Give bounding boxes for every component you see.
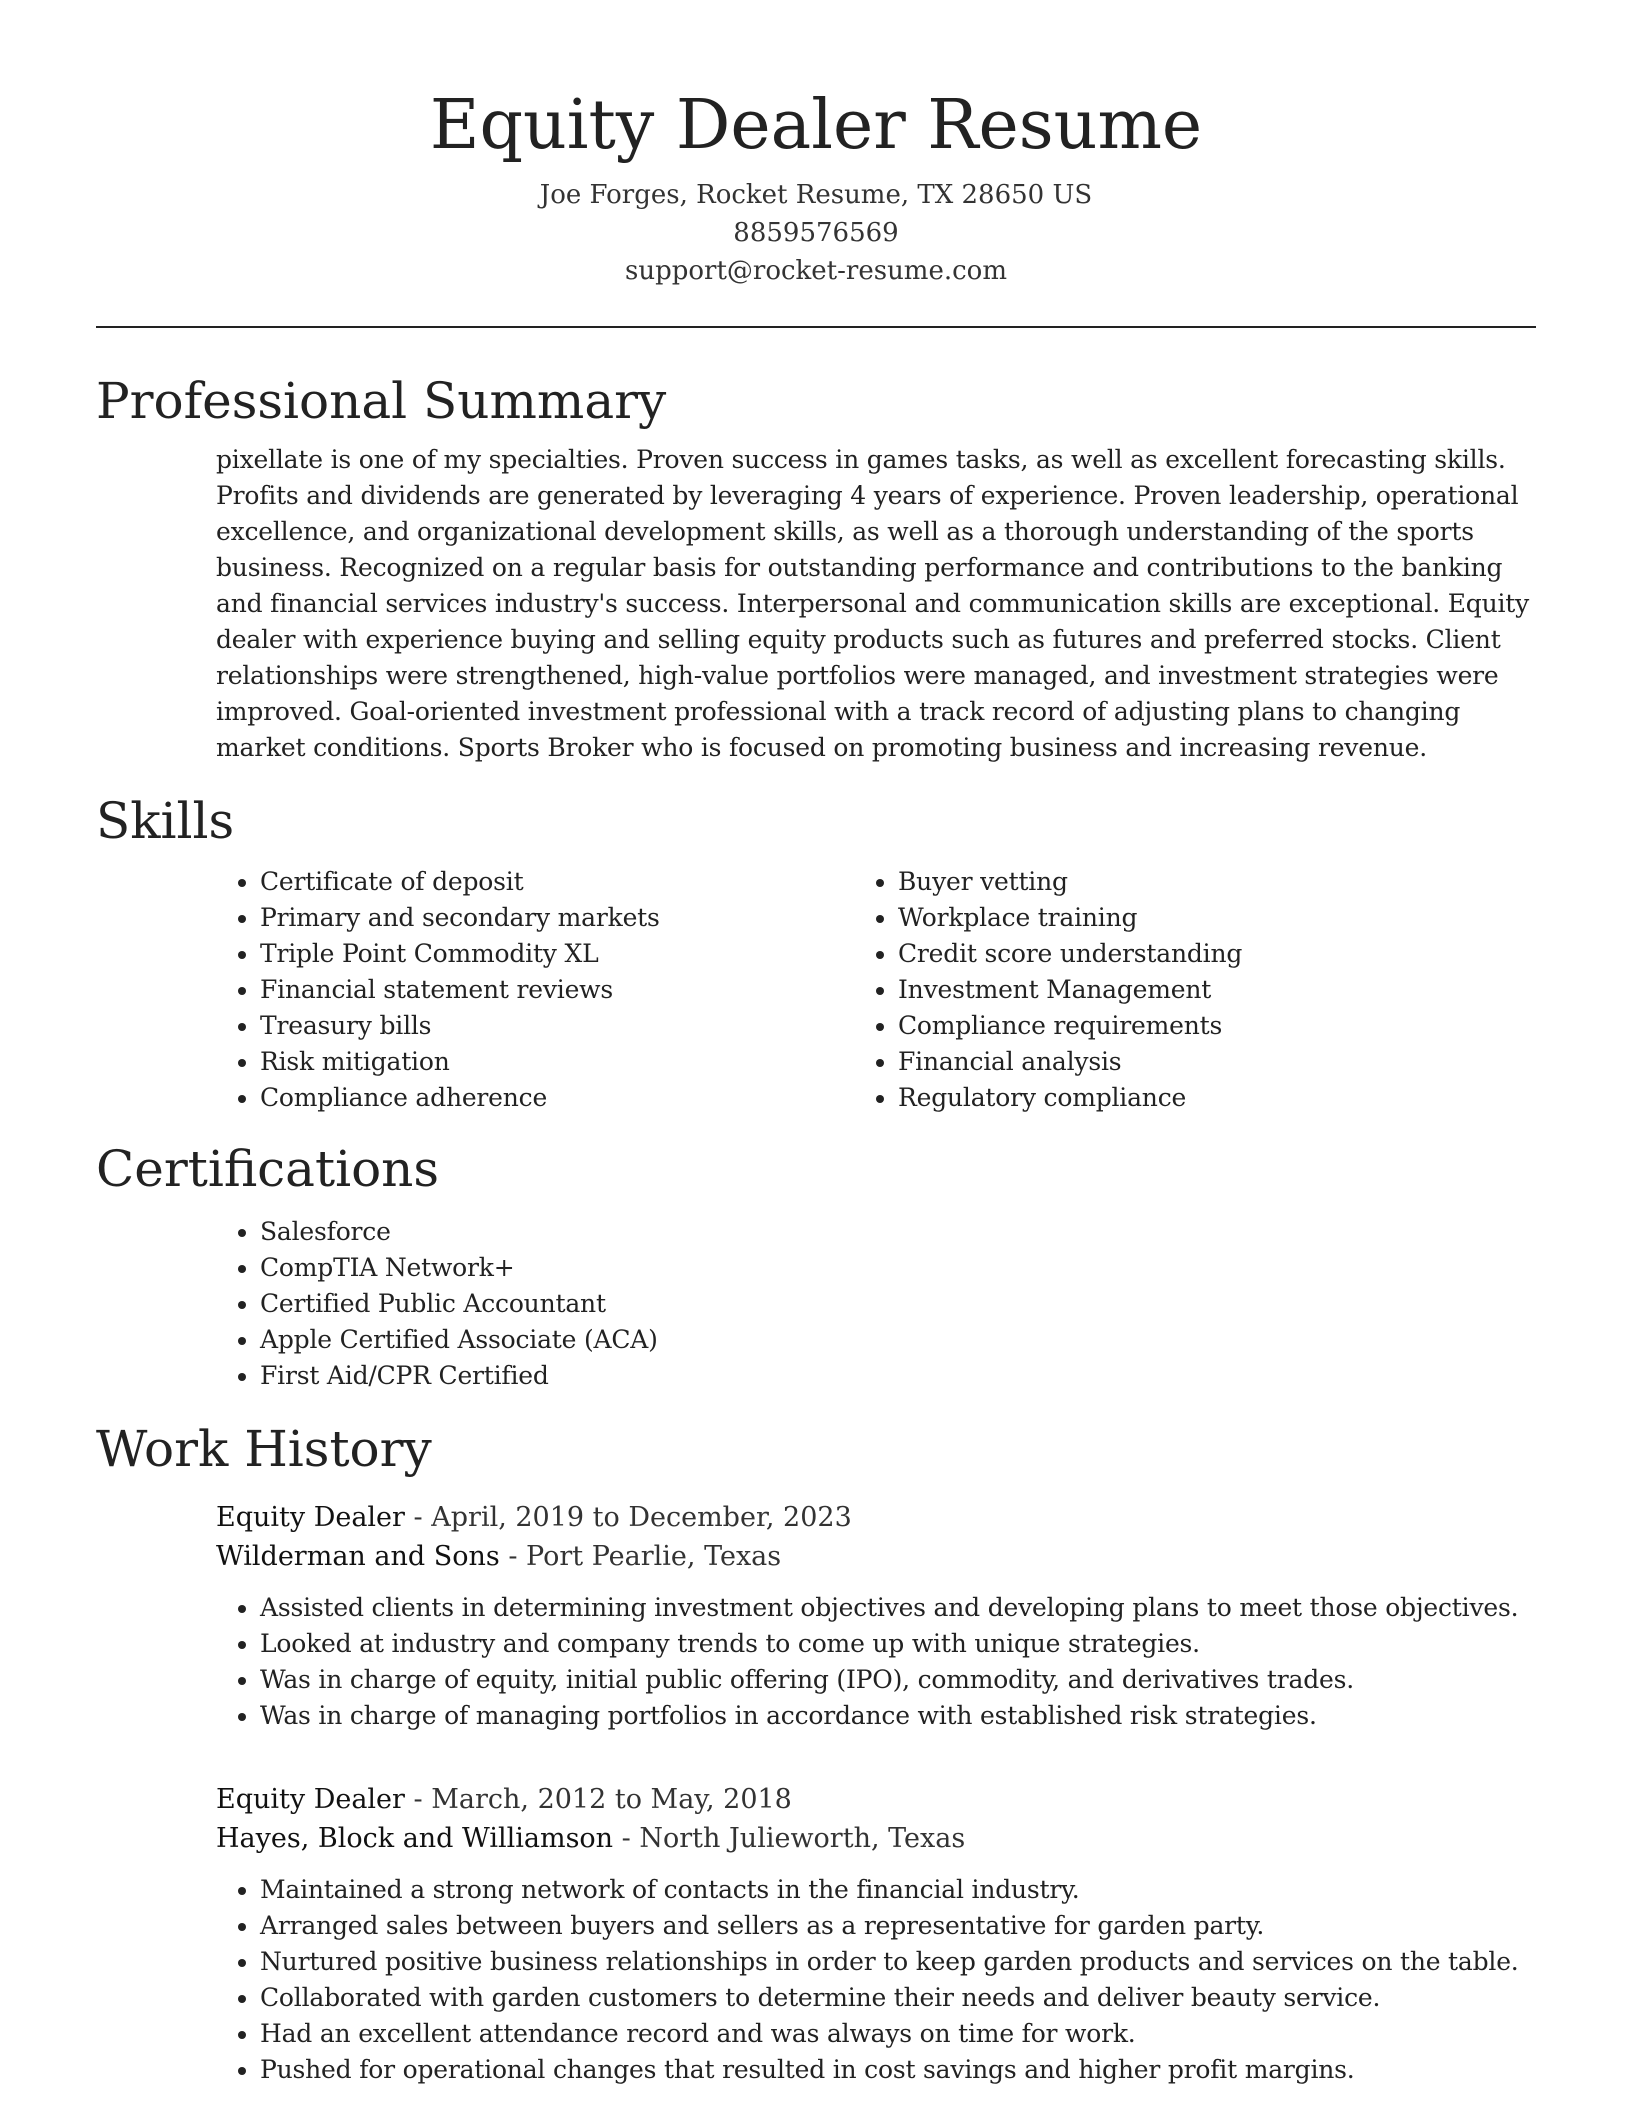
work-history-heading: Work History <box>96 1420 432 1478</box>
skill-item: • Investment Management <box>898 972 1536 1008</box>
contact-phone: 8859576569 <box>733 218 899 248</box>
job-separator: - <box>404 1502 432 1533</box>
summary-heading: Professional Summary <box>96 372 667 430</box>
certification-item: • First Aid/CPR Certified <box>260 1358 1536 1394</box>
certification-item: • Apple Certified Associate (ACA) <box>260 1322 1536 1358</box>
job-company: Wilderman and Sons <box>216 1541 500 1572</box>
job-entry <box>216 1498 1536 1734</box>
job-duty-item: • Looked at industry and company trends to come up with unique strategies. <box>260 1626 1536 1662</box>
contact-address: Joe Forges, Rocket Resume, TX 28650 US <box>539 180 1093 210</box>
skill-item: • Compliance adherence <box>260 1080 898 1116</box>
job-duty-item: • Arranged sales between buyers and sellers as a representative for garden party. <box>260 1908 1536 1944</box>
job-duty-item: • Had an excellent attendance record and was always on time for work. <box>260 2016 1536 2052</box>
job-dates: April, 2019 to December, 2023 <box>431 1502 852 1533</box>
job-title: Equity Dealer <box>216 1784 405 1815</box>
job-duty-item: • Nurtured positive business relationships in order to keep garden products and services on the table. <box>260 1944 1536 1980</box>
job-location: Port Pearlie, Texas <box>526 1541 782 1572</box>
resume-page <box>96 0 1536 2088</box>
job-entry <box>216 1780 1536 2088</box>
skill-item: • Workplace training <box>898 900 1536 936</box>
job-location: North Julieworth, Texas <box>639 1823 966 1854</box>
skills-heading: Skills <box>96 792 235 850</box>
skills-list-left <box>96 864 898 1116</box>
certifications-heading: Certifications <box>96 1140 440 1198</box>
skill-item: • Financial statement reviews <box>260 972 898 1008</box>
job-company: Hayes, Block and Williamson <box>216 1823 614 1854</box>
job-duty-item: • Collaborated with garden customers to determine their needs and deliver beauty service. <box>260 1980 1536 2016</box>
job-title: Equity Dealer <box>216 1502 405 1533</box>
resume-title: Equity Dealer Resume <box>429 86 1203 165</box>
skill-item: • Triple Point Commodity XL <box>260 936 898 972</box>
job-duties-list <box>216 1872 1536 2088</box>
job-duty-item: • Pushed for operational changes that resulted in cost savings and higher profit margins. <box>260 2052 1536 2088</box>
job-duties-list <box>216 1590 1536 1734</box>
contact-block <box>96 176 1536 290</box>
skill-item: • Certificate of deposit <box>260 864 898 900</box>
job-duty-item: • Was in charge of managing portfolios in accordance with established risk strategies. <box>260 1698 1536 1734</box>
certification-item: • CompTIA Network+ <box>260 1250 1536 1286</box>
contact-email[interactable]: support@rocket-resume.com <box>624 256 1007 286</box>
job-duty-item: • Assisted clients in determining investment objectives and developing plans to meet those objectives. <box>260 1590 1536 1626</box>
header-divider <box>96 326 1536 328</box>
job-duty-item: • Was in charge of equity, initial public offering (IPO), commodity, and derivatives trades. <box>260 1662 1536 1698</box>
job-separator: - <box>404 1784 432 1815</box>
job-title-line <box>216 1498 1536 1537</box>
skill-item: • Financial analysis <box>898 1044 1536 1080</box>
skill-item: • Treasury bills <box>260 1008 898 1044</box>
skill-item: • Credit score understanding <box>898 936 1536 972</box>
job-company-line <box>216 1819 1536 1858</box>
skills-list-right <box>898 864 1536 1116</box>
job-separator: - <box>613 1823 640 1854</box>
skill-item: • Primary and secondary markets <box>260 900 898 936</box>
skills-columns <box>96 864 1536 1116</box>
skill-item: • Risk mitigation <box>260 1044 898 1080</box>
job-dates: March, 2012 to May, 2018 <box>431 1784 792 1815</box>
certification-item: • Certified Public Accountant <box>260 1286 1536 1322</box>
job-duty-item: • Maintained a strong network of contacts in the financial industry. <box>260 1872 1536 1908</box>
job-separator: - <box>499 1541 527 1572</box>
certifications-list <box>96 1214 1536 1394</box>
job-company-line <box>216 1537 1536 1576</box>
job-title-line <box>216 1780 1536 1819</box>
skill-item: • Compliance requirements <box>898 1008 1536 1044</box>
summary-text: pixellate is one of my specialties. Proven success in games tasks, as well as excellent forecasting skills. Profits and dividends are generated by leveraging 4 years of experience. Proven leadership, operational excellence, and organizational development skills, as well as a thorough understanding of the sports business. Recognized on a regular basis for outstanding performance and contributions to the banking and financial services industry's success. Interpersonal and communication skills are exceptional. Equity dealer with experience buying and selling equity products such as futures and preferred stocks. Client relationships were strengthened, high-value portfolios were managed, and investment strategies were improved. Goal-oriented investment professional with a track record of adjusting plans to changing market conditions. Sports Broker who is focused on promoting business and increasing revenue. <box>216 445 1530 762</box>
certification-item: • Salesforce <box>260 1214 1536 1250</box>
skill-item: • Regulatory compliance <box>898 1080 1536 1116</box>
skill-item: • Buyer vetting <box>898 864 1536 900</box>
